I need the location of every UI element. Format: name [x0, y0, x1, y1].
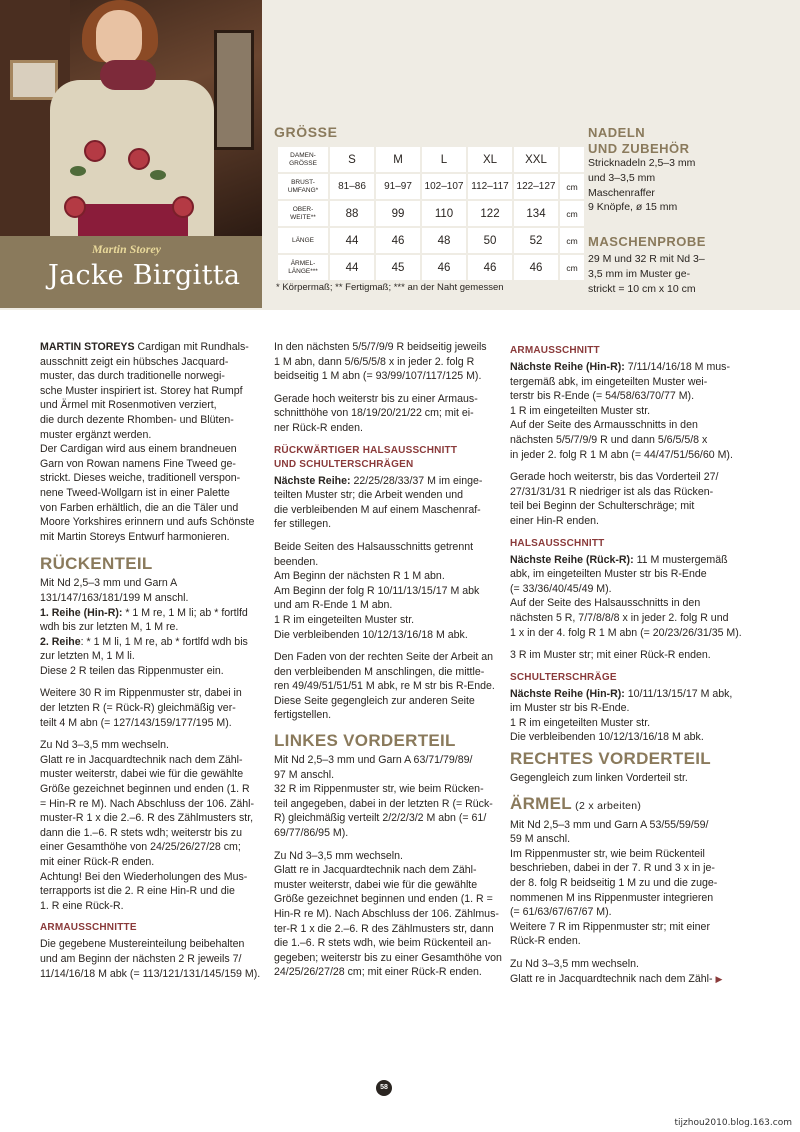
- size-cell: XXL: [514, 147, 558, 172]
- size-cell: 48: [422, 228, 466, 253]
- size-cell: 122: [468, 201, 512, 226]
- size-row: [278, 255, 584, 280]
- shoulder-heading: SCHULTERSCHRÄGE: [510, 671, 617, 683]
- size-row: [278, 201, 584, 226]
- size-unit: cm: [560, 255, 584, 280]
- gauge-heading: MASCHENPROBE: [588, 234, 706, 249]
- needles-text: Stricknadeln 2,5–3 mm und 3–3,5 mm Maschenraffer 9 Knöpfe, ø 15 mm: [588, 157, 696, 214]
- size-cell: 91–97: [376, 174, 420, 199]
- watermark: tijzhou2010.blog.163.com: [674, 1118, 792, 1128]
- page-number: 58: [376, 1080, 392, 1096]
- size-cell: 134: [514, 201, 558, 226]
- size-cell: XL: [468, 147, 512, 172]
- back-heading: RÜCKENTEIL: [40, 554, 153, 574]
- title-box: [0, 236, 262, 308]
- gauge-text: 29 M und 32 R mit Nd 3– 3,5 mm im Muster ge- strickt = 10 cm x 10 cm: [588, 253, 705, 295]
- front-armhole-heading: ARMAUSSCHNITT: [510, 345, 600, 356]
- size-cell: 112–117: [468, 174, 512, 199]
- back-neck-heading: RÜCKWÄRTIGER HALSAUSSCHNITT UND SCHULTERSCHRÄGEN: [274, 444, 458, 470]
- size-row: [278, 228, 584, 253]
- column-1: MARTIN STOREYS Cardigan mit Rundhals- ausschnitt zeigt ein hübsches Jacquard- muster, das durch traditionelle norwegi- sche Muster inspiriert ist. Storey hat Rumpf und Ärmel mit Rosenmotiven verziert, die durch dezente Rhomben- und Blüten- muster ergänzt werden. Der Cardigan wird aus einem brandneuen Garn von Rowan namens Fine Tweed ge- strickt. Dieses weiche, traditionell verspon- nene Tweed-Wollgarn ist in einer Palette von Farben erhältlich, die an die Täler und Moore Yorkshires erinnern und aufs Schönste mit Martin Storeys Entwurf harmonieren. RÜCKENTEIL Mit Nd 2,5–3 mm und Garn A 131/147/163/181/199 M anschl. 1. Reihe (Hin-R): * 1 M re, 1 M li; ab * fortlfd wdh bis zur letzten M, 1 M re. 2. Reihe: * 1 M li, 1 M re, ab * fortlfd wdh bis zur letzten M, 1 M li. Diese 2 R teilen das Rippenmuster ein. Weitere 30 R im Rippenmuster str, dabei in der letzten R (= Rück-R) gleichmäßig ver- teilt 4 M abn (= 127/143/159/177/195 M). Zu Nd 3–3,5 mm wechseln. Glatt re in Jacquardtechnik nach dem Zähl- muster weiterstr, dabei wie für die gewählte Größe gezeichnet beginnen und enden (1. R = Hin-R re M). Nach Abschluss der 106. Zähl- muster-R 1 x die 2.–6. R des Zählmusters str, dann die 1.–6. R stets wdh; weiterstr bis zu einer Gesamthöhe von 24/25/26/27/28 cm; mit einer Rück-R enden. Achtung! Bei den Wiederholungen des Mus- terrapports ist die 2. R eine Hin-R und die 1. R eine Rück-R. ARMAUSSCHNITTE Die gegebene Mustereinteilung beibehalten und am Beginn der nächsten 2 R jeweils 7/ 11/14/16/18 M abk (= 113/121/131/145/159 M).: [40, 340, 264, 989]
- size-unit: cm: [560, 201, 584, 226]
- intro-paragraph: MARTIN STOREYS Cardigan mit Rundhals- ausschnitt zeigt ein hübsches Jacquard- muster, das durch traditionelle norwegi- sche Muster inspiriert ist. Storey hat Rumpf und Ärmel mit Rosenmotiven verziert, die durch dezente Rhomben- und Blüten- muster ergänzt werden. Der Cardigan wird aus einem brandneuen Garn von Rowan namens Fine Tweed ge- strickt. Dieses weiche, traditionell verspon- nene Tweed-Wollgarn ist in einer Palette von Farben erhältlich, die an die Täler und Moore Yorkshires erinnern und aufs Schönste mit Martin Storeys Entwurf harmonieren.: [40, 341, 255, 543]
- size-heading: GRÖSSE: [274, 124, 338, 140]
- size-cell: 110: [422, 201, 466, 226]
- size-row: [278, 174, 584, 199]
- size-unit: cm: [560, 228, 584, 253]
- size-table: [276, 145, 586, 282]
- size-cell: 99: [376, 201, 420, 226]
- size-cell: 81–86: [330, 174, 374, 199]
- size-cell: 88: [330, 201, 374, 226]
- size-row-label: ÄRMEL- LÄNGE***: [278, 255, 328, 280]
- sleeve-heading: ÄRMEL (2 x arbeiten): [510, 793, 642, 813]
- size-cell: 46: [376, 228, 420, 253]
- armhole-heading: ARMAUSSCHNITTE: [40, 922, 137, 934]
- column-3: ARMAUSSCHNITT Nächste Reihe (Hin-R): 7/11/14/16/18 M mus- tergemäß abk, im eingeteilten Muster wei- terstr bis R-Ende (= 54/58/63/70/77 M). 1 R im eingeteilten Muster str. Auf der Seite des Armausschnitts in den nächsten 5/5/7/9/9 R und dann 5/6/5/5/8 x in jeder 2. folg R 1 M abn (= 44/47/51/56/60 M). Gerade hoch weiterstr, bis das Vorderteil 27/ 27/31/31/31 R niedriger ist als das Rücken- teil bei Beginn der Schulterschräge; mit einer Hin-R enden. HALSAUSSCHNITT Nächste Reihe (Rück-R): 11 M mustergemäß abk, im eingeteilten Muster str bis R-Ende (= 33/36/40/45/49 M). Auf der Seite des Halsausschnitts in den nächsten 5 R, 7/7/8/8/8 x in jeder 2. folg R und 1 x in der 4. folg R 1 M abn (= 20/23/26/31/35 M). 3 R im Muster str; mit einer Rück-R enden. SCHULTERSCHRÄGE Nächste Reihe (Hin-R): 10/11/13/15/17 M abk, im Muster str bis R-Ende. 1 R im eingeteilten Muster str. Die verbleibenden 10/12/13/16/18 M abk. RECHTES VORDERTEIL Gegengleich zum linken Vorderteil str. ÄRMEL (2 x arbeiten) Mit Nd 2,5–3 mm und Garn A 53/55/59/59/ 59 M anschl. Im Rippenmuster str, wie beim Rückenteil beschrieben, dabei in der 7. R und 3 x in je- der 8. folg R beidseitig 1 M zu und die zuge- nommenen M ins Rippenmuster integrieren (= 61/63/67/67/67 M). Weitere 7 R im Rippenmuster str; mit einer Rück-R enden. Zu Nd 3–3,5 mm wechseln. Glatt re in Jacquardtechnik nach dem Zähl- ▶: [510, 340, 744, 986]
- size-cell: 45: [376, 255, 420, 280]
- left-front-heading: LINKES VORDERTEIL: [274, 731, 456, 751]
- size-unit: cm: [560, 174, 584, 199]
- page-title: Jacke Birgitta: [48, 260, 241, 291]
- size-cell: L: [422, 147, 466, 172]
- size-unit: [560, 147, 584, 172]
- size-row-label: OBER- WEITE**: [278, 201, 328, 226]
- neckline-heading: HALSAUSSCHNITT: [510, 537, 605, 549]
- size-cell: S: [330, 147, 374, 172]
- column-2: In den nächsten 5/5/7/9/9 R beidseitig jeweils 1 M abn, dann 5/6/5/5/8 x in jeder 2. folg R beidseitig 1 M abn (= 93/99/107/117/125 M). Gerade hoch weiterstr bis zu einer Armaus- schnitthöhe von 18/19/20/21/22 cm; mit ei- ner Rück-R enden. RÜCKWÄRTIGER HALSAUSSCHNITT UND SCHULTERSCHRÄGEN Nächste Reihe: 22/25/28/33/37 M im einge- teilten Muster str; die Arbeit wenden und die verbleibenden M auf einem Maschenraf- fer stillegen. Beide Seiten des Halsausschnitts getrennt beenden. Am Beginn der nächsten R 1 M abn. Am Beginn der folg R 10/11/13/15/17 M abk und am R-Ende 1 M abn. 1 R im eingeteilten Muster str. Die verbleibenden 10/12/13/16/18 M abk. Den Faden von der rechten Seite der Arbeit an den verbleibenden M anschlingen, die mittle- ren 49/49/51/51/51 M abk, re M str bis R-Ende. Diese Seite gegengleich zur anderen Seite fertigstellen. LINKES VORDERTEIL Mit Nd 2,5–3 mm und Garn A 63/71/79/89/ 97 M anschl. 32 R im Rippenmuster str, wie beim Rücken- teil angegeben, dabei in der letzten R (= Rück- R) gleichmäßig verteilt 2/2/2/3/2 M abn (= 61/ 69/77/86/95 M). Zu Nd 3–3,5 mm wechseln. Glatt re in Jacquardtechnik nach dem Zähl- muster weiterstr, dabei wie für die gewählte Größe gezeichnet beginnen und enden (1. R = Hin-R re M). Nach Abschluss der 106. Zählmus- ter-R 1 x die 2.–6. R des Zählmusters str, dann die 1.–6. R stets wdh, wie beim Rückenteil an- gegeben; weiterstr bis zu einer Gesamthöhe von 24/25/26/27/28 cm; mit einer Rück-R enden.: [274, 341, 502, 979]
- needles-heading: NADELN UND ZUBEHÖR: [588, 125, 690, 156]
- size-cell: 44: [330, 228, 374, 253]
- size-cell: 102–107: [422, 174, 466, 199]
- size-row-label: BRUST- UMFANG*: [278, 174, 328, 199]
- size-cell: 46: [468, 255, 512, 280]
- size-cell: 44: [330, 255, 374, 280]
- size-cell: 50: [468, 228, 512, 253]
- size-cell: 52: [514, 228, 558, 253]
- size-row-label: LÄNGE: [278, 228, 328, 253]
- size-cell: M: [376, 147, 420, 172]
- size-row: [278, 147, 584, 172]
- continue-arrow-icon: ▶: [715, 973, 723, 984]
- model-photo: [0, 0, 262, 236]
- size-row-label: DAMEN- GRÖSSE: [278, 147, 328, 172]
- size-cell: 46: [514, 255, 558, 280]
- size-cell: 46: [422, 255, 466, 280]
- size-cell: 122–127: [514, 174, 558, 199]
- right-front-heading: RECHTES VORDERTEIL: [510, 749, 711, 769]
- size-note: * Körpermaß; ** Fertigmaß; *** an der Naht gemessen: [276, 282, 504, 293]
- designer-name: Martin Storey: [92, 242, 162, 256]
